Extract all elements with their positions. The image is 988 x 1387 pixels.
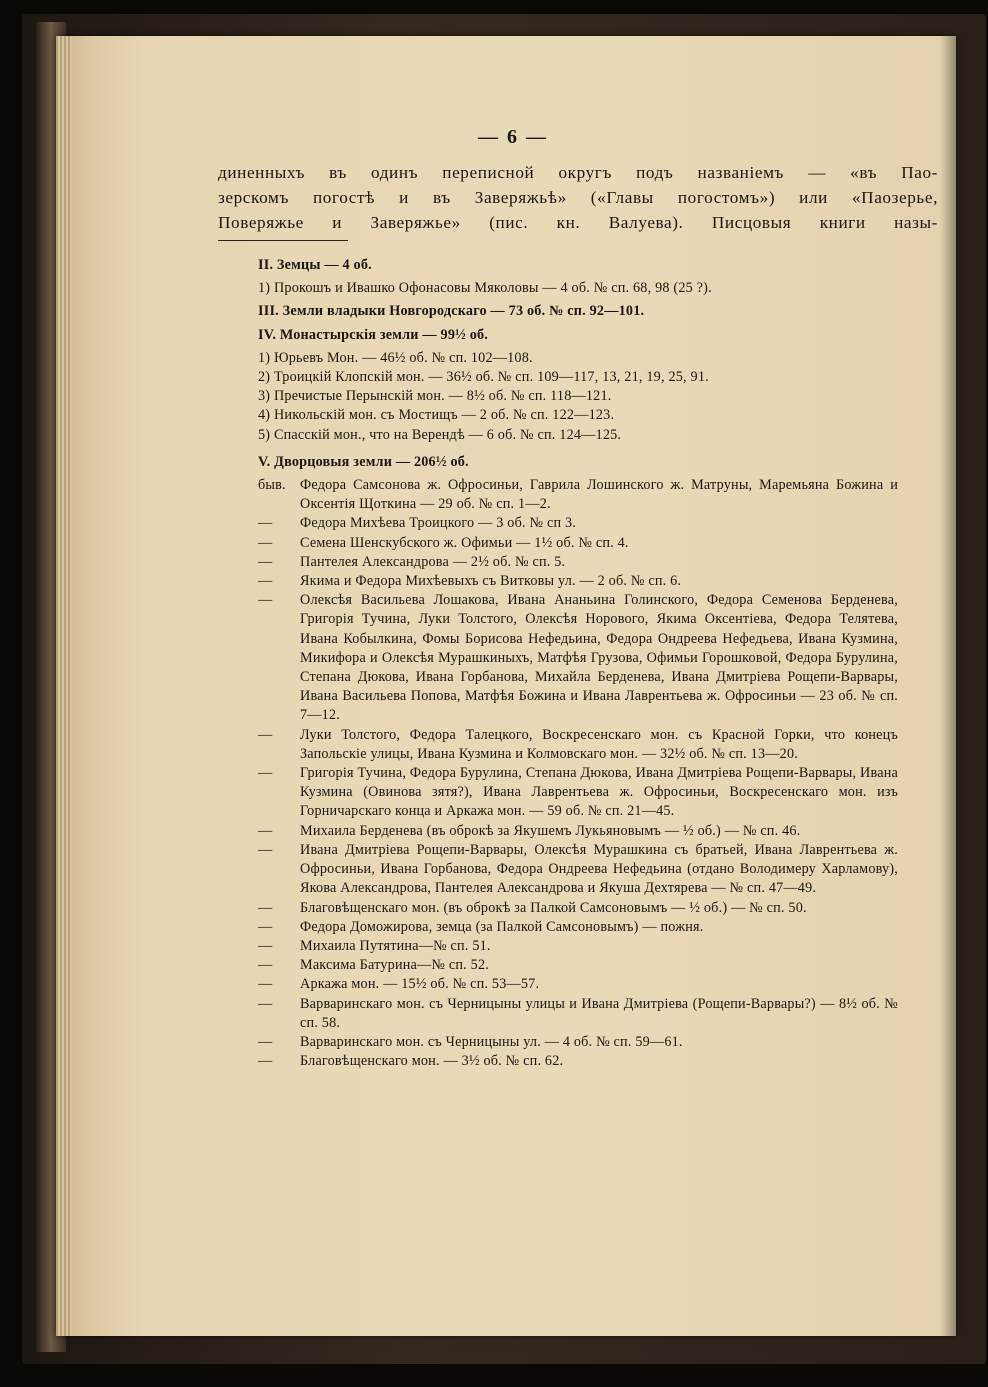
list-item: 2) Троицкій Клопскій мон. — 36½ об. № сп. 109—117, 13, 21, 19, 25, 91. — [258, 369, 709, 386]
entry-text: Олексѣя Васильева Лошакова, Ивана Ананьина Голинского, Федора Семенова Берденева, Григорія Тучина, Луки Толстого, Олексѣя Норового, Якима Оксентіева, Федора Телятева, Ивана Кобылкина, Фомы Борисова Нефедьина, Федора Ондреева Нефедьева, Ивана Кузмина, Микифора и Олексѣя Мурашкиныхъ, Матфѣя Грузова, Офимьи Горошковой, Федора Бурулина, Степана Дюкова, Ивана Горбанова, Михайла Берденева, Ивана Дмитріева Рощепи-Варвары, Ивана Васильева Попова, Матфѣя Божина и Ивана Лаврентьева ж. Офросиньи — 23 об. № сп. 7—12. — [300, 592, 898, 724]
section-heading-2: II. Земцы — 4 об. — [258, 257, 372, 273]
intro-line: Поверяжье и Заверяжье» (пис. кн. Валуева). Писцовыя книги назы- — [218, 213, 938, 232]
entry-marker: — — [258, 995, 273, 1012]
entry-marker: — — [258, 822, 273, 839]
entry-text: Федора Михѣева Троицкого — 3 об. № сп 3. — [300, 515, 577, 532]
entry-text: Григорія Тучина, Федора Бурулина, Степана Дюкова, Ивана Дмитріева Рощепи-Варвары, Ивана Кузмина (Овинова зятя?), Ивана Лаврентьева ж. Офросиньи, Воскресенскаго мон. изъ Горничарскаго конца и Аркажа мон. — 59 об. № сп. 21—45. — [300, 765, 898, 820]
list-item: 1) Юрьевъ Мон. — 46½ об. № сп. 102—108. — [258, 349, 533, 366]
footnote-block — [258, 252, 898, 1071]
list-item — [258, 918, 898, 937]
list-item — [258, 591, 898, 725]
entry-text: Аркажа мон. — 15½ об. № сп. 53—57. — [300, 976, 540, 993]
entry-list — [258, 476, 898, 1071]
list-item — [258, 937, 898, 956]
entry-marker: — — [258, 534, 273, 551]
list-item: 5) Спасскій мон., что на Верендѣ — 6 об. № сп. 124—125. — [258, 426, 622, 443]
entry-text: Варваринскаго мон. съ Черницыны улицы и Ивана Дмитріева (Рощепи-Варвары?) — 8½ об. № сп. 58. — [300, 995, 898, 1031]
entry-marker: — — [258, 957, 273, 974]
entry-text: Федора Доможирова, земца (за Палкой Самсоновымъ) — пожня. — [300, 918, 704, 935]
list-item — [258, 956, 898, 975]
intro-line: зерскомъ погостѣ и въ Заверяжьѣ» («Главы погостомъ») или «Паозерье, — [218, 188, 938, 207]
list-item: 1) Прокошъ и Ивашко Офонасовы Мяколовы — 4 об. № сп. 68, 98 (25 ?). — [258, 280, 712, 297]
entry-text: Максима Батурина—№ сп. 52. — [300, 957, 490, 974]
intro-line: диненныхъ въ одинъ переписной округъ подъ названіемъ — «въ Пао- — [218, 163, 938, 182]
list-item — [258, 841, 898, 899]
section-heading-4: IV. Монастырскія земли — 99½ об. — [258, 326, 489, 343]
footnote-rule — [218, 240, 348, 241]
entry-marker: — — [258, 573, 273, 590]
entry-marker: — — [258, 841, 273, 858]
entry-marker: — — [258, 726, 273, 743]
entry-text: Варваринскаго мон. съ Черницыны ул. — 4 об. № сп. 59—61. — [300, 1033, 683, 1050]
entry-marker: — — [258, 1033, 273, 1050]
list-item — [258, 534, 898, 553]
entry-marker: — — [258, 937, 273, 954]
list-item — [258, 514, 898, 533]
entry-text: Ивана Дмитріева Рощепи-Варвары, Олексѣя Мурашкина съ братьей, Ивана Лаврентьева ж. Офросиньи, Ивана Горбанова, Федора Ондреева Нефедьина (отдано Володимеру Харламову), Якова Александрова, Пантелея Александрова и Якуша Дехтярева — № сп. 47—49. — [300, 841, 898, 897]
entry-marker: — — [258, 976, 273, 993]
entry-text: Благовѣщенскаго мон. (въ оброкѣ за Палкой Самсоновымъ — ½ об.) — № сп. 50. — [300, 899, 807, 916]
entry-marker: — — [258, 515, 273, 532]
entry-text: Луки Толстого, Федора Талецкого, Воскресенскаго мон. съ Красной Горки, что конецъ Запольскіе улицы, Ивана Кузмина и Колмовскаго мон. — 32½ об. № сп. 13—20. — [300, 726, 898, 762]
list-item — [258, 764, 898, 822]
entry-text: Благовѣщенскаго мон. — 3½ об. № сп. 62. — [300, 1053, 564, 1070]
section-heading-5: V. Дворцовыя земли — 206½ об. — [258, 453, 469, 470]
list-item — [258, 1033, 898, 1052]
list-item — [258, 975, 898, 994]
list-item — [258, 726, 898, 764]
list-item: 4) Никольскій мон. съ Мостищъ — 2 об. № сп. 122—123. — [258, 407, 615, 424]
list-item — [258, 899, 898, 918]
section-heading-3: III. Земли владыки Новгородскаго — 73 об. № сп. 92—101. — [258, 303, 645, 320]
list-item: 3) Пречистые Перынскій мон. — 8½ об. № сп. 118—121. — [258, 388, 612, 405]
entry-marker: — — [258, 899, 273, 916]
entry-marker: — — [258, 1053, 273, 1070]
document-page — [70, 40, 956, 1332]
page-number: — 6 — — [478, 126, 548, 148]
list-item — [258, 1052, 898, 1071]
list-item — [258, 476, 898, 514]
entry-marker: — — [258, 918, 273, 935]
intro-paragraph — [218, 160, 938, 235]
entry-marker: быв. — [258, 477, 286, 494]
entry-text: Михаила Берденева (въ оброкѣ за Якушемъ Лукьяновымъ — ½ об.) — № сп. 46. — [300, 822, 801, 839]
list-item — [258, 553, 898, 572]
entry-marker: — — [258, 765, 273, 782]
entry-marker: — — [258, 592, 273, 609]
entry-text: Федора Самсонова ж. Офросиньи, Гаврила Лошинского ж. Матруны, Маремьяна Божина и Оксентія Щоткина — 29 об. № сп. 1—2. — [300, 477, 898, 513]
entry-text: Михаила Путятина—№ сп. 51. — [300, 937, 491, 954]
list-item — [258, 995, 898, 1033]
entry-text: Якима и Федора Михѣевыхъ съ Витковы ул. — 2 об. № сп. 6. — [300, 573, 682, 590]
entry-text: Пантелея Александрова — 2½ об. № сп. 5. — [300, 553, 566, 570]
entry-marker: — — [258, 553, 273, 570]
list-item — [258, 822, 898, 841]
list-item — [258, 572, 898, 591]
entry-text: Семена Шенскубского ж. Офимьи — 1½ об. № сп. 4. — [300, 534, 629, 551]
